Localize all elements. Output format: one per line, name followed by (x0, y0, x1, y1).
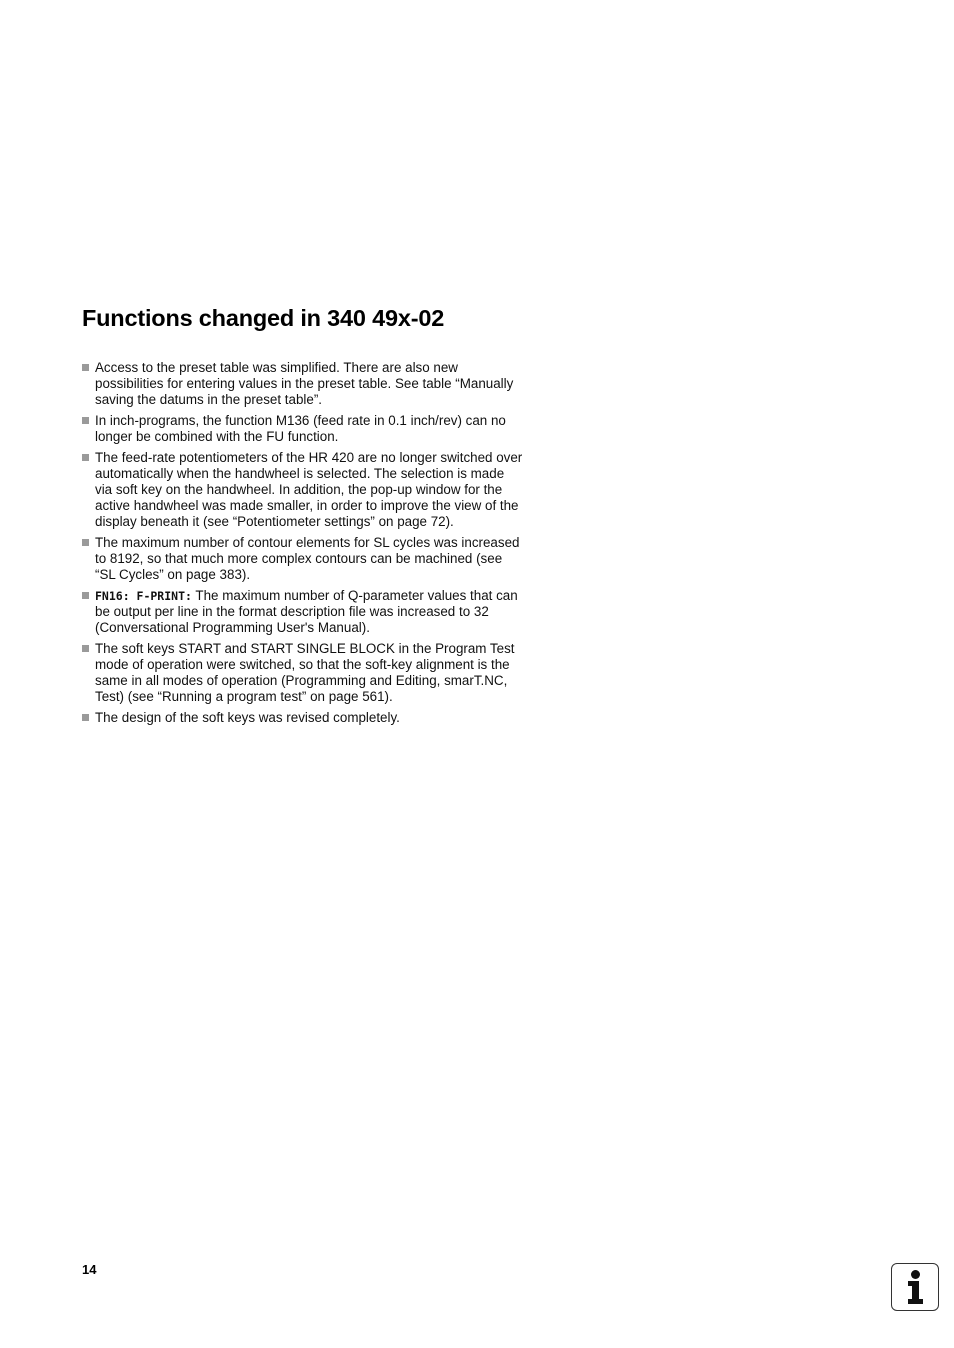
square-bullet-icon (82, 364, 89, 371)
square-bullet-icon (82, 592, 89, 599)
square-bullet-icon (82, 539, 89, 546)
list-item-text: In inch-programs, the function M136 (feed rate in 0.1 inch/rev) can no longer be combined with the FU function. (95, 413, 506, 444)
square-bullet-icon (82, 417, 89, 424)
page-number: 14 (82, 1262, 97, 1277)
list-item (82, 710, 524, 726)
list-item (82, 641, 524, 705)
list-item (82, 360, 524, 408)
list-item (82, 535, 524, 583)
list-item-text: The maximum number of Q-parameter values that can be output per line in the format description file was increased to 32 (Conversational Programming User's Manual). (95, 588, 518, 635)
list-item (82, 588, 524, 636)
list-item-text: The maximum number of contour elements for SL cycles was increased to 8192, so that much more complex contours can be machined (see “SL Cycles” on page 383). (95, 535, 520, 582)
list-item-text: The feed-rate potentiometers of the HR 420 are no longer switched over automatically when the handwheel is selected. The selection is made via soft key on the handwheel. In addition, the pop-up window for the active handwheel was made smaller, in order to improve the view of the display beneath it (see “Potentiometer settings” on page 72). (95, 450, 523, 529)
changes-list (82, 360, 524, 731)
info-icon (891, 1263, 939, 1311)
square-bullet-icon (82, 714, 89, 721)
list-item (82, 413, 524, 445)
code-prefix: FN16: F-PRINT: (95, 589, 192, 603)
list-item (82, 450, 524, 530)
info-glyph (892, 1264, 937, 1309)
list-item-text: Access to the preset table was simplified. There are also new possibilities for entering values in the preset table. See table “Manually saving the datums in the preset table”. (95, 360, 514, 407)
page-title: Functions changed in 340 49x-02 (82, 305, 445, 331)
list-item-text: The design of the soft keys was revised completely. (95, 710, 400, 725)
square-bullet-icon (82, 645, 89, 652)
list-item-text: The soft keys START and START SINGLE BLOCK in the Program Test mode of operation were switched, so that the soft-key alignment is the same in all modes of operation (Programming and Editing, smarT.NC, Test) (see “Running a program test” on page 561). (95, 641, 515, 704)
square-bullet-icon (82, 454, 89, 461)
